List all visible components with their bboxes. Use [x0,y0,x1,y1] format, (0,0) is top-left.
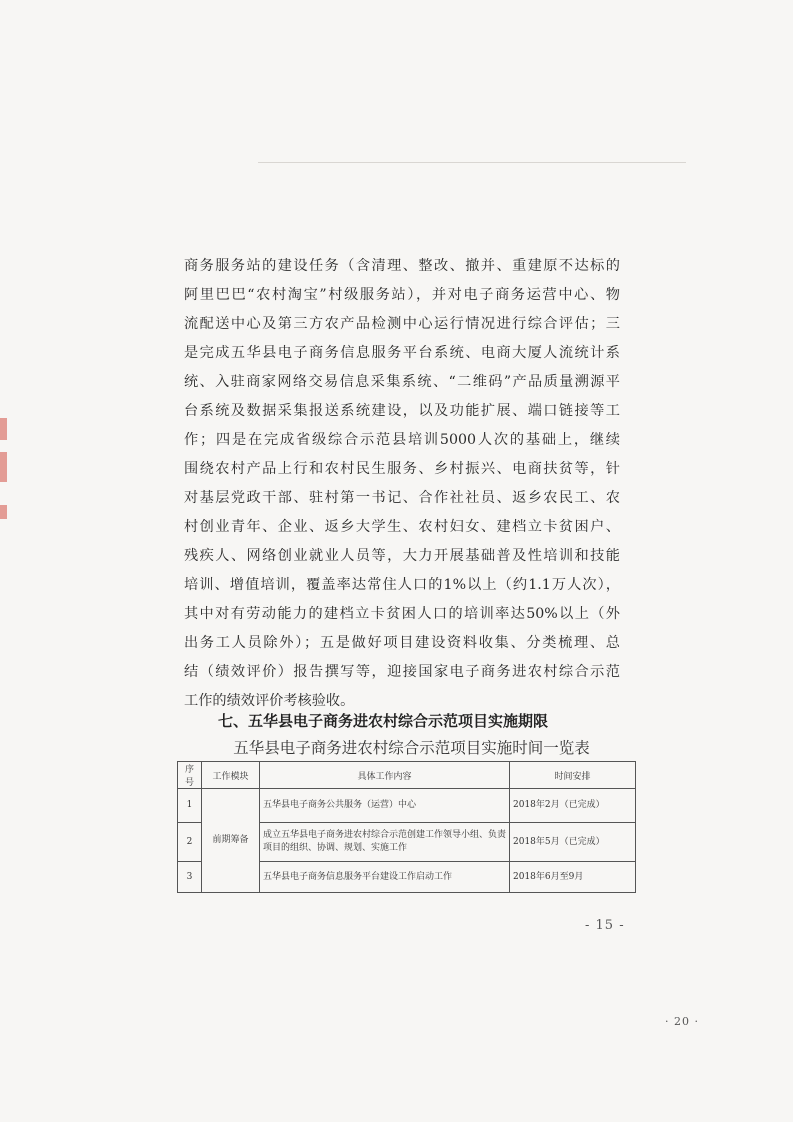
row-number-cell: 1 [178,789,202,823]
time-cell: 2018年5月（已完成） [510,823,636,862]
table-header-row [178,762,636,789]
time-cell: 2018年6月至9月 [510,862,636,893]
body-line: 台系统及数据采集报送系统建设，以及功能扩展、端口链接等工 [184,403,620,419]
time-cell: 2018年2月（已完成） [510,789,636,823]
table-row [178,789,636,823]
content-cell: 五华县电子商务信息服务平台建设工作启动工作 [260,862,510,893]
body-line: 结（绩效评价）报告撰写等，迎接国家电子商务进农村综合示范 [184,664,620,680]
body-line: 出务工人员除外）；五是做好项目建设资料收集、分类梳理、总 [184,635,620,651]
left-edge-mark [0,505,7,519]
body-line: 村创业青年、企业、返乡大学生、农村妇女、建档立卡贫困户、 [184,519,620,535]
body-line: 商务服务站的建设任务（含清理、整改、撤并、重建原不达标的 [184,258,620,274]
body-line: 其中对有劳动能力的建档立卡贫困人口的培训率达50%以上（外 [184,606,620,622]
header-cell-module: 工作模块 [202,762,260,789]
row-number-cell: 2 [178,823,202,862]
body-line: 对基层党政干部、驻村第一书记、合作社社员、返乡农民工、农 [184,490,620,506]
module-cell: 前期筹备 [202,789,260,893]
body-line: 培训、增值培训，覆盖率达常住人口的1%以上（约1.1万人次）， [184,577,620,593]
content-cell: 成立五华县电子商务进农村综合示范创建工作领导小组、负责项目的组织、协调、规划、实施工作 [260,823,510,862]
header-rule [258,162,686,163]
body-line: 工作的绩效评价考核验收。 [184,693,355,709]
header-cell-content: 具体工作内容 [260,762,510,789]
left-edge-mark [0,418,7,440]
page-number-outer: · 20 · [665,1015,699,1028]
body-line: 流配送中心及第三方农产品检测中心运行情况进行综合评估；三 [184,316,620,332]
page-number-inner: - 15 - [585,918,625,933]
body-line: 阿里巴巴“农村淘宝”村级服务站），并对电子商务运营中心、物 [184,287,620,303]
content-cell: 五华县电子商务公共服务（运营）中心 [260,789,510,823]
body-line: 围绕农村产品上行和农村民生服务、乡村振兴、电商扶贫等，针 [184,461,620,477]
schedule-table [177,761,636,893]
body-line: 是完成五华县电子商务信息服务平台系统、电商大厦人流统计系 [184,345,620,361]
body-line: 残疾人、网络创业就业人员等，大力开展基础普及性培训和技能 [184,548,620,564]
row-number-cell: 3 [178,862,202,893]
body-paragraph [184,252,620,716]
header-cell-time: 时间安排 [510,762,636,789]
table-title: 五华县电子商务进农村综合示范项目实施时间一览表 [233,739,590,757]
body-line: 统、入驻商家网络交易信息采集系统、“二维码”产品质量溯源平 [184,374,620,390]
header-cell-number: 序号 [178,762,202,789]
section-heading: 七、五华县电子商务进农村综合示范项目实施期限 [218,712,549,730]
left-edge-mark [0,452,7,482]
body-line: 作；四是在完成省级综合示范县培训5000人次的基础上，继续 [184,432,620,448]
